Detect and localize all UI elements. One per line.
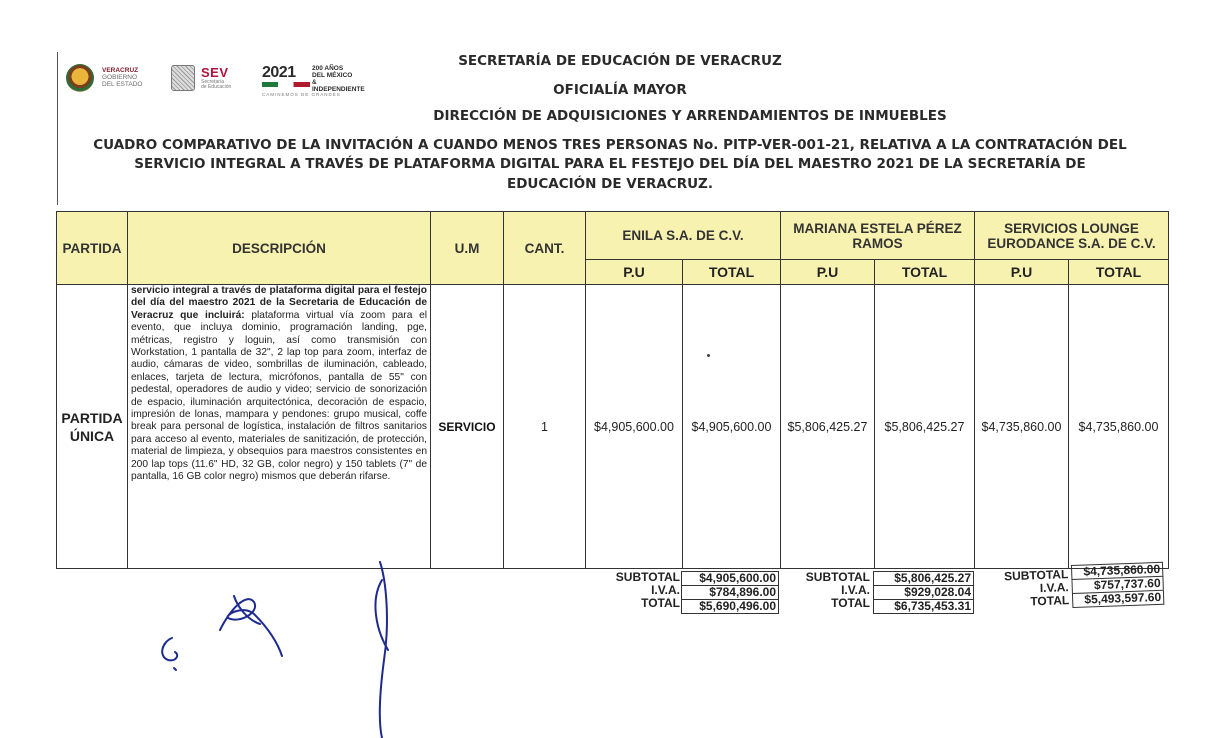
label-total: TOTAL <box>1030 593 1070 609</box>
document-title-line-2: SERVICIO INTEGRAL A TRAVÉS DE PLATAFORMA DIGITAL PARA EL FESTEJO DEL DÍA DEL MAESTRO 2021 DE LA SECRETARÍA DE <box>134 156 1086 172</box>
row-description-body: plataforma virtual vía zoom para el evento, que incluya dominio, programación landing, pge, métricas, registro y loguin, así como transmisión con Workstation, 1 pantalla de 32", 2 lap top para zoom, interfaz de audio, cámaras de video, sombrillas de iluminación, cableado, enlaces, tarjeta de lectura, micrófonos, pantalla de 55" con pedestal, operadores de audio y video; servicio de sonorización de espacio, iluminación arquitectónica, decoración de espacio, impresión de lonas, mampara y pendones: grupo musical, coffe break para personal de logística, instalación de filtros sanitarios para acceso al evento, materiales de sanitización, de protección, material de limpieza, y obsequios para maestros consistentes en 200 lap tops (11.6" HD, 32 GB, color negro) y 150 tablets (7" de pantalla, 16 GB color negro) mismos que deberán rifarse. <box>131 309 427 483</box>
row-mariana-total: $5,806,425.27 <box>875 285 975 569</box>
sev-logo <box>171 65 249 93</box>
row-um: SERVICIO <box>431 285 504 569</box>
mariana-iva: $929,028.04 <box>873 585 974 599</box>
row-description <box>128 285 431 569</box>
enila-subtotal: $4,905,600.00 <box>681 571 779 585</box>
org-line-2: OFICIALÍA MAYOR <box>553 82 687 98</box>
row-description-heading: servicio integral a través de plataforma digital para el festejo del día del maestro 2021 de la Secretaria de Educación de Veracruz que incluirá: <box>131 285 427 321</box>
org-line-3: DIRECCIÓN DE ADQUISICIONES Y ARRENDAMIENTOS DE INMUEBLES <box>433 108 947 124</box>
row-enila-pu: $4,905,600.00 <box>586 285 683 569</box>
mariana-total: $6,735,453.31 <box>873 599 974 614</box>
enila-iva: $784,896.00 <box>681 585 779 599</box>
subheader-pu: P.U <box>975 260 1069 285</box>
veracruz-logo <box>66 64 161 96</box>
subheader-pu: P.U <box>781 260 875 285</box>
vendor-header-enila: ENILA S.A. DE C.V. <box>586 212 781 260</box>
header-descripcion: DESCRIPCIÓN <box>128 212 431 285</box>
veracruz-logo-line3: DEL ESTADO <box>102 81 143 88</box>
sev-seal-icon <box>171 65 195 91</box>
bicentenario-year: 2021 <box>262 64 296 81</box>
label-total: TOTAL <box>641 596 680 610</box>
row-lounge-pu: $4,735,860.00 <box>975 285 1069 569</box>
label-subtotal: SUBTOTAL <box>615 570 680 584</box>
sev-logo-sub2: de Educación <box>201 84 232 90</box>
row-cant: 1 <box>504 285 586 569</box>
lounge-iva: $757,737.60 <box>1071 576 1163 593</box>
veracruz-logo-line2: GOBIERNO <box>102 74 138 81</box>
vendor-header-lounge: SERVICIOS LOUNGE EURODANCE S.A. DE C.V. <box>975 212 1169 260</box>
stray-mark <box>707 354 710 357</box>
mariana-subtotal: $5,806,425.27 <box>873 571 974 585</box>
org-line-1: SECRETARÍA DE EDUCACIÓN DE VERACRUZ <box>458 53 782 69</box>
bicentenario-line2: DEL MÉXICO <box>312 72 353 79</box>
signature-main <box>375 562 388 738</box>
bicentenario-line1: 200 AÑOS <box>312 65 344 72</box>
bicentenario-footer: CAMINEMOS DE GRANDES <box>262 92 341 97</box>
lounge-total: $5,493,597.60 <box>1072 590 1164 608</box>
row-mariana-pu: $5,806,425.27 <box>781 285 875 569</box>
row-enila-total: $4,905,600.00 <box>683 285 781 569</box>
veracruz-logo-line1: VERACRUZ <box>102 67 139 74</box>
header-cant: CANT. <box>504 212 586 285</box>
table-row <box>57 285 1169 569</box>
label-subtotal: SUBTOTAL <box>805 570 870 584</box>
flag-bar-icon <box>262 82 310 87</box>
label-total: TOTAL <box>831 596 870 610</box>
subheader-total: TOTAL <box>1069 260 1169 285</box>
comparison-table <box>56 211 1169 569</box>
signature-initial-2 <box>220 596 282 656</box>
bicentenario-logo <box>262 64 365 98</box>
label-subtotal: SUBTOTAL <box>1003 567 1069 584</box>
sev-logo-name: SEV <box>201 65 229 80</box>
veracruz-seal-icon <box>66 64 94 92</box>
subheader-pu: P.U <box>586 260 683 285</box>
row-lounge-total: $4,735,860.00 <box>1069 285 1169 569</box>
signature-initial-1 <box>162 638 177 670</box>
header-partida: PARTIDA <box>57 212 128 285</box>
vendor-header-mariana: MARIANA ESTELA PÉREZ RAMOS <box>781 212 975 260</box>
enila-total: $5,690,496.00 <box>681 599 779 614</box>
document-title-line-3: EDUCACIÓN DE VERACRUZ. <box>507 176 713 192</box>
row-partida: PARTIDA ÚNICA <box>57 285 128 569</box>
bicentenario-line3: & INDEPENDIENTE <box>312 79 365 93</box>
sev-logo-sub1: Secretaría <box>201 79 225 85</box>
label-iva: I.V.A. <box>1039 580 1069 596</box>
lounge-subtotal: $4,735,860.00 <box>1071 562 1163 579</box>
label-iva: I.V.A. <box>651 583 680 597</box>
handwritten-signatures <box>150 560 410 738</box>
header-um: U.M <box>431 212 504 285</box>
subheader-total: TOTAL <box>875 260 975 285</box>
document-title-line-1: CUADRO COMPARATIVO DE LA INVITACIÓN A CUANDO MENOS TRES PERSONAS No. PITP-VER-001-21, RELATIVA A LA CONTRATACIÓN DEL <box>93 137 1127 153</box>
label-iva: I.V.A. <box>841 583 870 597</box>
subheader-total: TOTAL <box>683 260 781 285</box>
